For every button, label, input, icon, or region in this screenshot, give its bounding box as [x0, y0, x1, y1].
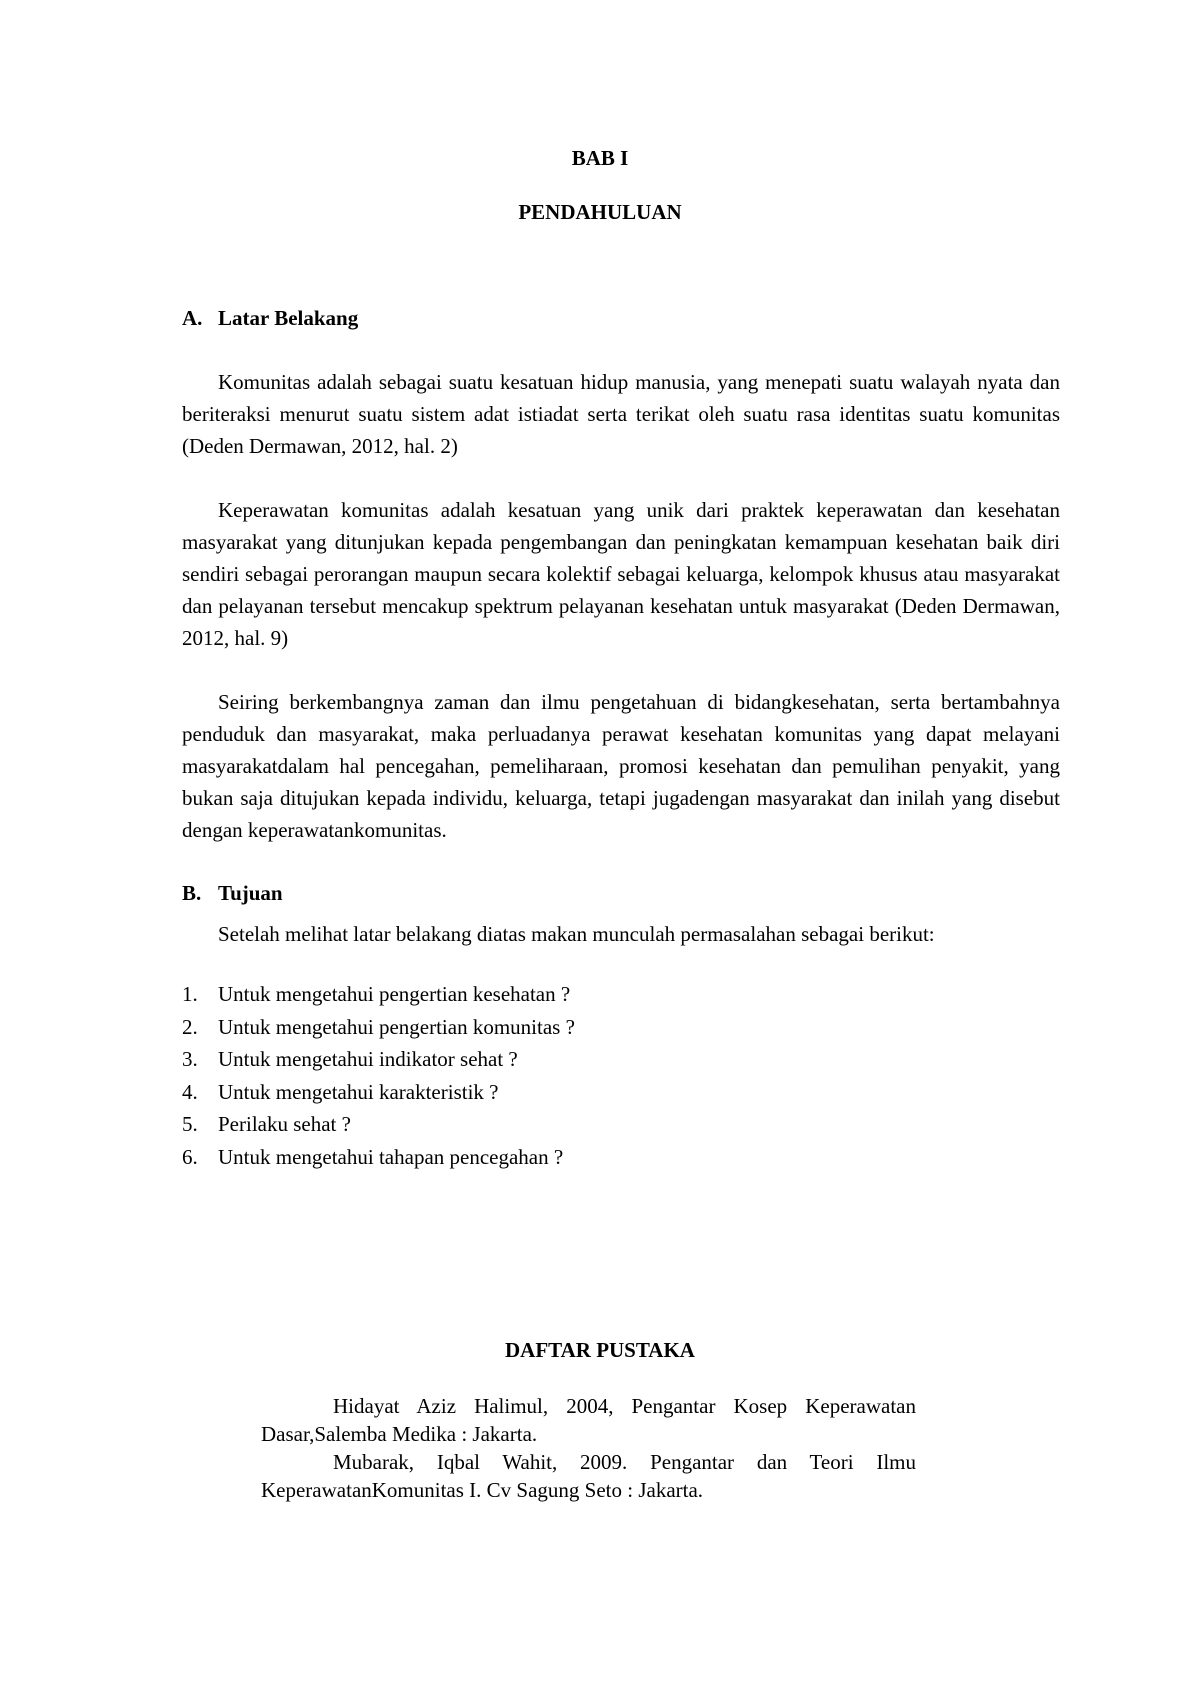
chapter-title: PENDAHULUAN	[518, 200, 682, 224]
list-text: Perilaku sehat ?	[218, 1112, 351, 1136]
section-b-letter: B.	[182, 881, 202, 905]
section-a-letter: A.	[182, 306, 203, 330]
bibliography-entry-1: Hidayat Aziz Halimul, 2004, Pengantar Kosep Keperawatan Dasar,Salemba Medika : Jakarta.	[261, 1394, 916, 1446]
section-a-heading	[182, 306, 358, 331]
list-number: 5.	[182, 1112, 198, 1136]
list-item	[182, 1043, 575, 1076]
list-number: 3.	[182, 1047, 198, 1071]
bibliography-entry-2: Mubarak, Iqbal Wahit, 2009. Pengantar dan Teori Ilmu KeperawatanKomunitas I. Cv Sagung Seto : Jakarta.	[261, 1450, 916, 1502]
list-item	[182, 1011, 575, 1044]
paragraph-2: Keperawatan komunitas adalah kesatuan yang unik dari praktek keperawatan dan kesehatan masyarakat yang ditunjukan kepada pengembangan dan peningkatan kemampuan kesehatan baik diri sendiri sebagai perorangan maupun secara kolektif sebagai keluarga, kelompok khusus atau masyarakat dan pelayanan tersebut mencakup spektrum pelayanan kesehatan untuk masyarakat (Deden Dermawan, 2012, hal. 9)	[182, 498, 1060, 650]
paragraph-1: Komunitas adalah sebagai suatu kesatuan hidup manusia, yang menepati suatu walayah nyata dan beriteraksi menurut suatu sistem adat istiadat serta terikat oleh suatu rasa identitas suatu komunitas (Deden Dermawan, 2012, hal. 2)	[182, 370, 1060, 458]
bibliography-title: DAFTAR PUSTAKA	[505, 1338, 695, 1362]
section-b-heading	[182, 881, 283, 906]
list-item	[182, 1076, 575, 1109]
list-item	[182, 1141, 575, 1174]
section-a-title: Latar Belakang	[218, 306, 359, 330]
list-number: 4.	[182, 1079, 198, 1104]
list-item	[182, 1108, 575, 1141]
objectives-list	[182, 978, 575, 1173]
list-number: 1.	[182, 982, 198, 1006]
section-b-title: Tujuan	[218, 881, 283, 905]
list-text: Untuk mengetahui tahapan pencegahan ?	[218, 1144, 564, 1169]
list-number: 2.	[182, 1014, 198, 1039]
list-text: Untuk mengetahui pengertian komunitas ?	[218, 1014, 575, 1039]
paragraph-3: Seiring berkembangnya zaman dan ilmu pengetahuan di bidangkesehatan, serta bertambahnya penduduk dan masyarakat, maka perluadanya perawat kesehatan komunitas yang dapat melayani masyarakatdalam hal pencegahan, pemeliharaan, promosi kesehatan dan pemulihan penyakit, yang bukan saja ditujukan kepada individu, keluarga, tetapi jugadengan masyarakat dan inilah yang disebut dengan keperawatankomunitas.	[182, 690, 1060, 842]
section-b-intro: Setelah melihat latar belakang diatas makan munculah permasalahan sebagai berikut:	[218, 922, 935, 946]
list-text: Untuk mengetahui pengertian kesehatan ?	[218, 982, 571, 1006]
list-text: Untuk mengetahui karakteristik ?	[218, 1079, 499, 1104]
list-text: Untuk mengetahui indikator sehat ?	[218, 1047, 518, 1071]
chapter-number: BAB I	[571, 146, 629, 170]
list-number: 6.	[182, 1144, 198, 1169]
list-item	[182, 978, 575, 1011]
